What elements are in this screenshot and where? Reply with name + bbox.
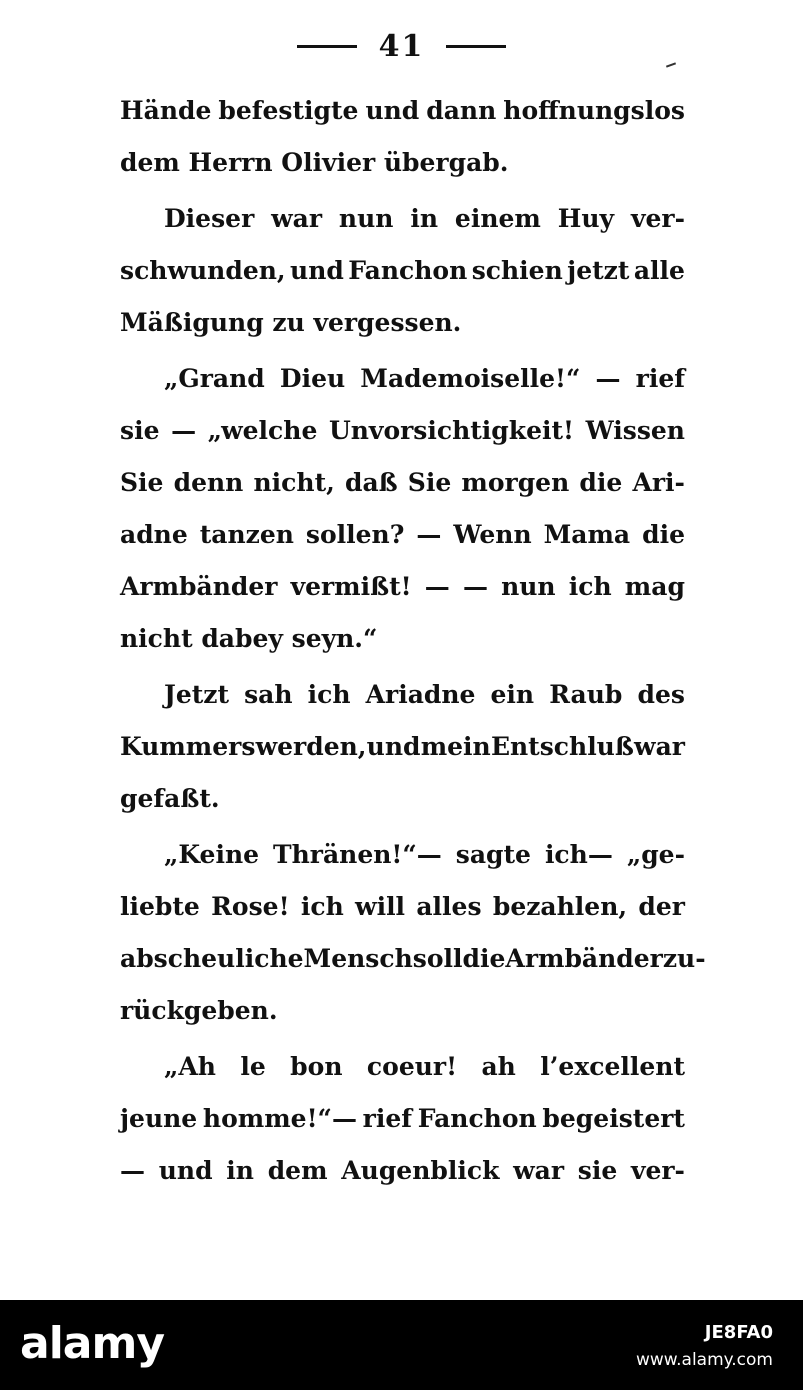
alamy-logo: alamy: [20, 1318, 164, 1369]
text-line: nicht dabey seyn.“: [120, 624, 378, 653]
text-line: „Keine Thränen!“— sagte ich— „ge-: [164, 840, 685, 869]
text-line: sie — „welche Unvorsichtigkeit! Wissen: [120, 416, 685, 445]
text-line: Mäßigung zu vergessen.: [120, 308, 462, 337]
text-line: schwunden, und Fanchon schien jetzt alle: [120, 256, 685, 285]
stock-watermark-bar: [0, 1300, 803, 1390]
image-id: JE8FA0: [704, 1322, 773, 1343]
text-line: „Grand Dieu Mademoiselle!“ — rief: [164, 364, 685, 393]
text-line: — und in dem Augenblick war sie ver-: [120, 1156, 685, 1185]
body-text: [120, 85, 706, 1197]
text-line: rückgeben.: [120, 996, 278, 1025]
page-header: [0, 28, 803, 64]
text-line: Kummers werden, und mein Entschluß war: [120, 732, 685, 761]
text-line: Jetzt sah ich Ariadne ein Raub des: [164, 680, 685, 709]
page-number: 41: [378, 28, 425, 64]
text-line: liebte Rose! ich will alles bezahlen, der: [120, 892, 685, 921]
text-line: Sie denn nicht, daß Sie morgen die Ari-: [120, 468, 685, 497]
text-line: jeune homme!“— rief Fanchon begeistert: [120, 1104, 685, 1133]
text-line: „Ah le bon coeur! ah l’excellent: [164, 1052, 685, 1081]
text-line: adne tanzen sollen? — Wenn Mama die: [120, 520, 685, 549]
text-line: gefaßt.: [120, 784, 220, 813]
text-line: dem Herrn Olivier übergab.: [120, 148, 509, 177]
left-dash: [297, 45, 357, 48]
right-dash: [446, 45, 506, 48]
site-url: www.alamy.com: [635, 1350, 773, 1370]
text-line: Armbänder vermißt! — — nun ich mag: [120, 572, 685, 601]
text-line: abscheuliche Mensch soll die Armbänder zu-: [120, 944, 706, 973]
text-line: Dieser war nun in einem Huy ver-: [164, 204, 685, 233]
text-line: Hände befestigte und dann hoffnungslos: [120, 96, 685, 125]
